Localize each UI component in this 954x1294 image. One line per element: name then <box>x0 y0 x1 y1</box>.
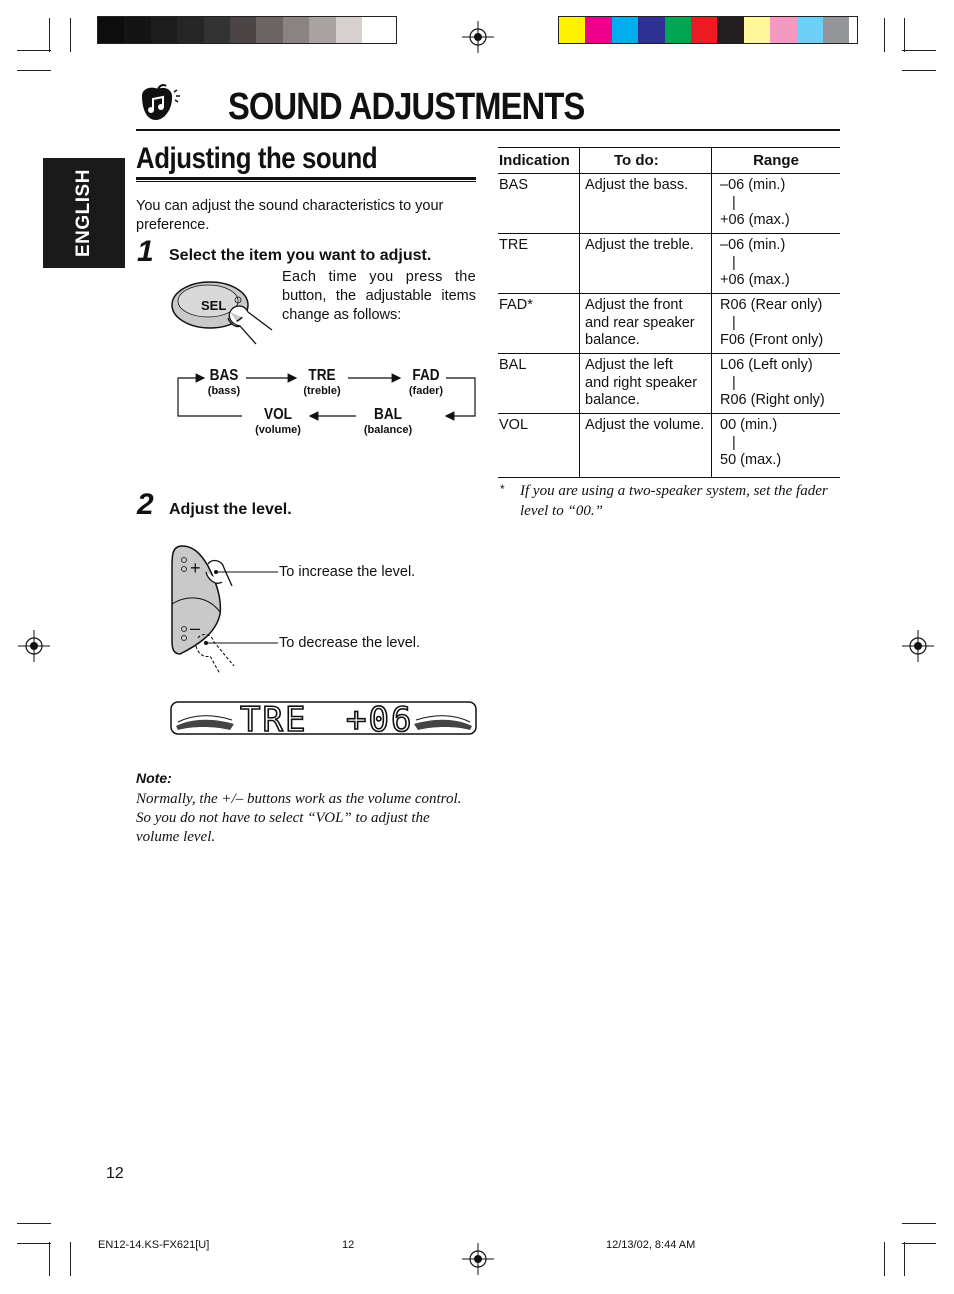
crop-mark <box>17 1223 51 1224</box>
lcd-display <box>170 700 478 736</box>
crop-mark <box>902 70 936 71</box>
indication-cell: BAL <box>498 354 580 414</box>
crop-mark <box>884 18 885 52</box>
music-note-icon <box>136 82 182 124</box>
range-cell <box>712 174 841 234</box>
registration-target-icon <box>462 1243 494 1275</box>
minus-icon: – <box>190 618 201 638</box>
color-swatch <box>585 17 611 43</box>
step-1-desc-line: Each time you press the <box>282 269 476 285</box>
indication-cell: TRE <box>498 234 580 294</box>
range-min: –06 (min.) <box>720 237 786 253</box>
table-header: Indication <box>498 148 580 174</box>
decrease-label: To decrease the level. <box>279 635 421 651</box>
grayscale-bar <box>97 16 397 44</box>
cycle-item-bas <box>194 367 254 397</box>
note-line: Normally, the +/– buttons work as the volume control. <box>136 791 462 807</box>
plus-icon: + <box>190 558 201 578</box>
range-cell <box>712 294 841 354</box>
crop-mark <box>49 1242 50 1276</box>
cycle-item-bal <box>356 406 420 436</box>
step-1-number: 1 <box>137 235 154 268</box>
step-2-number: 2 <box>137 488 154 521</box>
lcd-left-text: TRE <box>240 700 308 736</box>
intro-text: You can adjust the sound characteristics to your preference. <box>136 198 444 233</box>
table-row <box>498 294 840 354</box>
step-1-desc-line: change as follows: <box>282 307 402 323</box>
page-title: SOUND ADJUSTMENTS <box>228 86 585 128</box>
todo-line: Adjust the left <box>585 357 673 373</box>
crop-mark <box>17 70 51 71</box>
table-row <box>498 354 840 414</box>
table-row <box>498 234 840 294</box>
increase-label: To increase the level. <box>279 564 416 580</box>
todo-line: and right speaker <box>585 374 698 391</box>
color-swatch <box>309 17 335 43</box>
range-min: 00 (min.) <box>720 417 778 433</box>
crop-mark <box>902 1243 936 1244</box>
range-cell <box>712 354 841 414</box>
crop-mark <box>17 50 51 51</box>
cycle-item-fad <box>396 367 456 397</box>
crop-mark <box>902 50 936 51</box>
table-header-row <box>498 148 840 174</box>
todo-line: and rear speaker <box>585 314 695 331</box>
cycle-item-sublabel: (volume) <box>255 424 301 436</box>
step-1-title: Select the item you want to adjust. <box>169 247 432 264</box>
sel-button-illustration <box>168 272 278 348</box>
color-swatch <box>362 17 388 43</box>
range-separator: | <box>732 314 736 331</box>
range-max: 50 (max.) <box>720 452 782 468</box>
cycle-item-label: VOL <box>264 406 292 423</box>
indication-cell: VOL <box>498 414 580 478</box>
color-swatch <box>770 17 796 43</box>
color-swatch <box>717 17 743 43</box>
note-line: volume level. <box>136 829 216 845</box>
section-rule <box>136 177 476 180</box>
color-swatch <box>151 17 177 43</box>
sel-button-label: SEL <box>201 298 227 313</box>
footnote-line: If you are using a two-speaker system, set the fader <box>520 483 828 499</box>
range-max: +06 (max.) <box>720 272 790 288</box>
table-row <box>498 174 840 234</box>
range-separator: | <box>732 434 736 451</box>
page-number: 12 <box>106 1165 124 1182</box>
registration-target-icon <box>462 21 494 53</box>
todo-line: balance. <box>585 332 640 348</box>
range-min: R06 (Rear only) <box>720 297 823 313</box>
color-swatch <box>665 17 691 43</box>
color-swatch <box>612 17 638 43</box>
color-swatch <box>823 17 849 43</box>
step-1-desc-line: button, the adjustable items <box>282 288 476 304</box>
cycle-item-vol <box>248 406 308 436</box>
table-header: Range <box>712 148 841 174</box>
crop-mark <box>17 1243 51 1244</box>
plus-minus-button-illustration <box>168 542 280 678</box>
todo-line: Adjust the treble. <box>585 237 694 253</box>
cycle-item-tre <box>292 367 352 397</box>
color-swatch <box>744 17 770 43</box>
crop-mark <box>70 18 71 52</box>
range-separator: | <box>732 254 736 271</box>
color-swatch <box>256 17 282 43</box>
todo-cell <box>580 414 712 478</box>
todo-cell <box>580 234 712 294</box>
color-swatch <box>124 17 150 43</box>
range-max: F06 (Front only) <box>720 332 824 348</box>
range-min: –06 (min.) <box>720 177 786 193</box>
range-max: R06 (Right only) <box>720 392 825 408</box>
color-swatch <box>336 17 362 43</box>
color-swatch <box>204 17 230 43</box>
range-cell <box>712 414 841 478</box>
lcd-right-text: +06 <box>346 700 414 736</box>
crop-mark <box>902 1223 936 1224</box>
color-swatch <box>230 17 256 43</box>
crop-mark <box>904 18 905 52</box>
color-swatch <box>797 17 823 43</box>
color-swatch <box>638 17 664 43</box>
todo-line: balance. <box>585 392 640 408</box>
crop-mark <box>884 1242 885 1276</box>
todo-line: Adjust the front <box>585 297 683 313</box>
note-label: Note: <box>136 770 172 786</box>
color-swatch <box>283 17 309 43</box>
color-swatch <box>691 17 717 43</box>
color-swatch <box>559 17 585 43</box>
crop-mark <box>49 18 50 52</box>
range-separator: | <box>732 194 736 211</box>
cycle-item-sublabel: (balance) <box>363 424 413 436</box>
indication-cell: FAD* <box>498 294 580 354</box>
crop-mark <box>904 1242 905 1276</box>
color-swatch <box>177 17 203 43</box>
indication-cell: BAS <box>498 174 580 234</box>
section-heading: Adjusting the sound <box>136 142 378 175</box>
step-2-title: Adjust the level. <box>169 501 292 518</box>
cycle-item-label: FAD <box>412 367 440 384</box>
crop-mark <box>70 1242 71 1276</box>
todo-cell <box>580 354 712 414</box>
todo-line: Adjust the bass. <box>585 177 689 193</box>
range-separator: | <box>732 374 736 391</box>
footer-page: 12 <box>342 1239 355 1251</box>
range-max: +06 (max.) <box>720 212 790 228</box>
footer-date: 12/13/02, 8:44 AM <box>606 1239 696 1251</box>
color-bar <box>558 16 858 44</box>
color-swatch <box>98 17 124 43</box>
cycle-item-label: BAL <box>374 406 402 423</box>
cycle-item-label: BAS <box>209 367 239 384</box>
registration-target-icon <box>18 630 50 662</box>
footer-file: EN12-14.KS-FX621[U] <box>98 1239 210 1251</box>
adjustment-table <box>498 147 840 478</box>
todo-line: Adjust the volume. <box>585 417 705 433</box>
registration-target-icon <box>902 630 934 662</box>
cycle-item-sublabel: (bass) <box>207 385 241 397</box>
footnote-mark: * <box>500 482 505 496</box>
title-rule <box>136 129 840 131</box>
note-line: So you do not have to select “VOL” to adjust the <box>136 810 430 826</box>
table-row <box>498 414 840 478</box>
cycle-item-sublabel: (treble) <box>303 385 341 397</box>
language-tab-label: ENGLISH <box>73 169 94 257</box>
cycle-item-sublabel: (fader) <box>408 385 444 397</box>
range-cell <box>712 234 841 294</box>
todo-cell <box>580 174 712 234</box>
todo-cell <box>580 294 712 354</box>
table-header: To do: <box>580 148 712 174</box>
footnote-line: level to “00.” <box>520 503 603 519</box>
language-tab <box>43 158 125 268</box>
section-rule <box>136 181 476 182</box>
cycle-item-label: TRE <box>308 367 336 384</box>
range-min: L06 (Left only) <box>720 357 813 373</box>
